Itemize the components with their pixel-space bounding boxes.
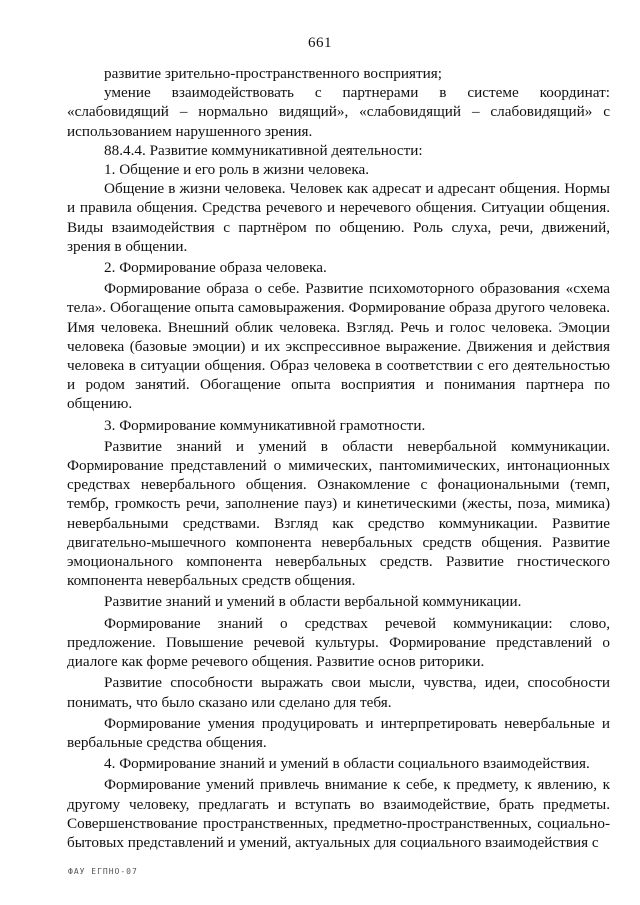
subsection-heading-4: 4. Формирование знаний и умений в области социального взаимодействия.	[104, 755, 590, 773]
page-number: 661	[308, 35, 332, 51]
section-heading-88-4-4: 88.4.4. Развитие коммуникативной деятельности:	[104, 141, 423, 159]
subsection-heading-1: 1. Общение и его роль в жизни человека.	[104, 161, 370, 179]
paragraph-interpretation: Формирование умения продуцировать и интерпретировать невербальные и вербальные средства общения.	[67, 714, 610, 751]
paragraph-nonverbal: Развитие знаний и умений в области невербальной коммуникации. Формирование представлений о мимических, пантомимических, интонационных средствах невербального общения. Ознакомление с фонациональными (темп, тембр, громкость речи, заполнение пауз) и кинетическими (жесты, поза, мимика) невербальными средствами. Взгляд как средство коммуникации. Развитие двигательно-мышечного компонента невербальных средств общения. Развитие эмоционального компонента невербальных средств. Развитие гностического компонента невербальных средств общения.	[67, 437, 610, 590]
paragraph-speech-means: Формирование знаний о средствах речевой коммуникации: слово, предложение. Повышение речевой культуры. Формирование представлений о диалоге как форме речевого общения. Развитие основ риторики.	[67, 614, 610, 671]
paragraph-communication-role: Общение в жизни человека. Человек как адресат и адресант общения. Нормы и правила общения. Средства речевого и неречевого общения. Ситуации общения. Виды взаимодействия с партнёром по общению. Роль слуха, речи, движений, зрения в общении.	[67, 180, 610, 255]
paragraph-1: развитие зрительно-пространственного восприятия;	[104, 65, 442, 82]
document-body	[67, 64, 610, 852]
paragraph-verbal-heading: Развитие знаний и умений в области вербальной коммуникации.	[104, 593, 522, 611]
subsection-heading-2: 2. Формирование образа человека.	[104, 259, 327, 277]
paragraph-self-image: Формирование образа о себе. Развитие психомоторного образования «схема тела». Обогащение опыта самовыражения. Формирование образа другого человека. Имя человека. Внешний облик человека. Взгляд. Речь и голос человека. Эмоции человека (базовые эмоции) и их экспрессивное выражение. Движения и действия человека в ситуации общения. Образ человека в соответствии с его деятельностью и родом занятий. Обогащение опыта восприятия и понимания партнера по общению.	[67, 280, 610, 413]
paragraph-expression: Развитие способности выражать свои мысли, чувства, идеи, способности понимать, что было сказано или сделано для тебя.	[67, 674, 610, 711]
paragraph-social-interaction: Формирование умений привлечь внимание к себе, к предмету, к явлению, к другому человеку, предлагать и вступать во взаимодействие, брать предметы. Совершенствование пространственных, предметно-пространственных, социально-бытовых представлений и умений, актуальных для социального взаимодействия с	[67, 776, 610, 851]
paragraph-2: умение взаимодействовать с партнерами в системе координат: «слабовидящий – нормально видящий», «слабовидящий – слабовидящий» с использованием нарушенного зрения.	[67, 84, 610, 140]
subsection-heading-3: 3. Формирование коммуникативной грамотности.	[104, 416, 426, 434]
footer-document-code: ФАУ ЕГПНО-07	[68, 867, 138, 876]
